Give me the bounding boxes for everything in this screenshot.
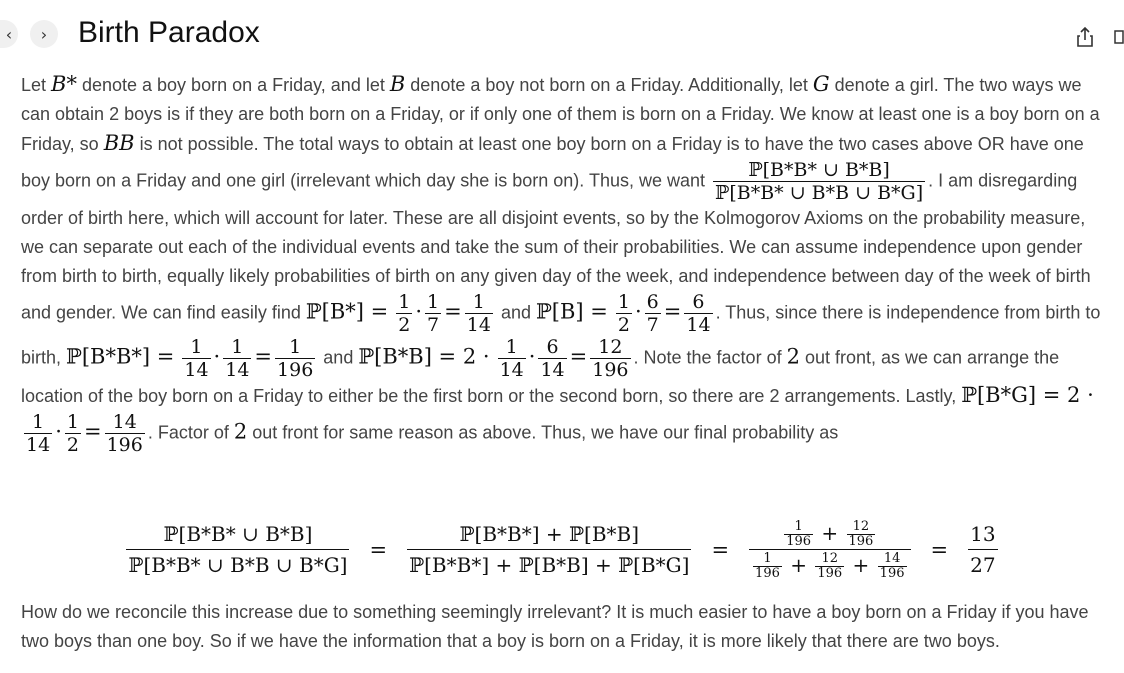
math-pbsbs: ℙ[B*B*] = — [66, 344, 175, 369]
chevron-left-icon: ‹ — [5, 24, 13, 44]
math-b: B — [389, 72, 406, 96]
explanation-paragraph: Let B* denote a boy born on a Friday, and let B denote a boy not born on a Friday. Additionally, let G denote a girl. The two ways we can obtain 2 boys is if they are both born on a Friday, or if only one of them is born on a Friday. We know at least one is a boy born on a Friday, so BB is not possible. The total ways to obtain at least one boy born on a Friday is to have the two cases above OR have one boy born on a Friday and one girl (irrelevant which day she is born on). Thus, we want $\frac{\text{ℙ[B*B* ∪ B*B]}}{\text{ℙ[B*B* ∪ B*B ∪ B*G]}}$ . I am disregarding order of birth here, which will account for later. These are all disjoint events, so by the Kolmogorov Axioms on the probability measure, we can separate out each of the individual events and take the sum of their probabilities. We can assume independence upon gender from birth to birth, equally likely probabilities of birth on any given day of the week, and independence between day of the week of birth and gender. We can find easily find ℙ[B*] = $\frac{1}{2}$ · $\frac{1}{7}$ = $\frac{1}{14}$ and ℙ[B] = $\frac{1}{2}$ · $\frac{6}{7}$ = $\frac{6}{14}$ . Thus, since there is independence from birth to birth, ℙ[B*B*] = $\frac{1}{14}$ · $\frac{1}{14}$ = $\frac{1}{196}$ and ℙ[B*B] = 2 · $\frac{1}{14}$ · $\frac{6}{14}$ = $\frac{12}{196}$ . Note the factor of 2 out front, as we can arrange the location of the boy born on a Friday to either be the first born or the second born, so there are 2 arrangements. Lastly, ℙ[B*G] = 2 · $\frac{1}{14}$ · $\frac{1}{2}$ = $\frac{14}{196}$ . Factor of 2 out front for same reason as above. Thus, we have our final probability as — [21, 72, 1101, 456]
back-button[interactable] — [0, 20, 18, 48]
chevron-right-icon: › — [40, 24, 48, 44]
math-want-fraction: $\frac{\text{ℙ[B*B* ∪ B*B]}}{\text{ℙ[B*B* ∪ B*B ∪ B*G]}}$ — [715, 159, 924, 204]
math-pbstar: ℙ[B*] = — [305, 299, 389, 324]
math-bstar: B* — [51, 72, 77, 96]
page-title: Birth Paradox — [78, 16, 260, 49]
math-bb: BB — [103, 131, 135, 155]
math-g: G — [812, 72, 830, 96]
nav-controls — [0, 20, 58, 48]
math-pb: ℙ[B] = — [535, 299, 608, 324]
share-icon[interactable] — [1075, 26, 1095, 48]
final-probability-equation: $\frac{\text{ℙ[B*B* ∪ B*B]}}{\text{ℙ[B*B* ∪ B*B ∪ B*G]}}$ = $\frac{\text{ℙ[B*B*] + ℙ[B*B]}}{\text{ℙ[B*B*] + ℙ[B*B] + ℙ[B*G]}}$ = $\frac{1}{196}$ + $\frac{12}{196}$ $\frac{1}{196}$ + $\frac{12}{196}$ + $\frac{14}{196}$ = $\frac{13}{27}$ — [128, 519, 996, 581]
math-pbsg: ℙ[B*G] = 2 · — [961, 383, 1094, 407]
math-pbsb: ℙ[B*B] = 2 · — [358, 344, 490, 369]
forward-button[interactable] — [30, 20, 58, 48]
closing-paragraph: How do we reconcile this increase due to something seemingly irrelevant? It is much easier to have a boy born on a Friday if you have two boys than one boy. So if we have the information that a boy is born on a Friday, it is more likely that there are two boys. — [21, 602, 1089, 651]
panel-icon[interactable] — [1114, 30, 1124, 44]
